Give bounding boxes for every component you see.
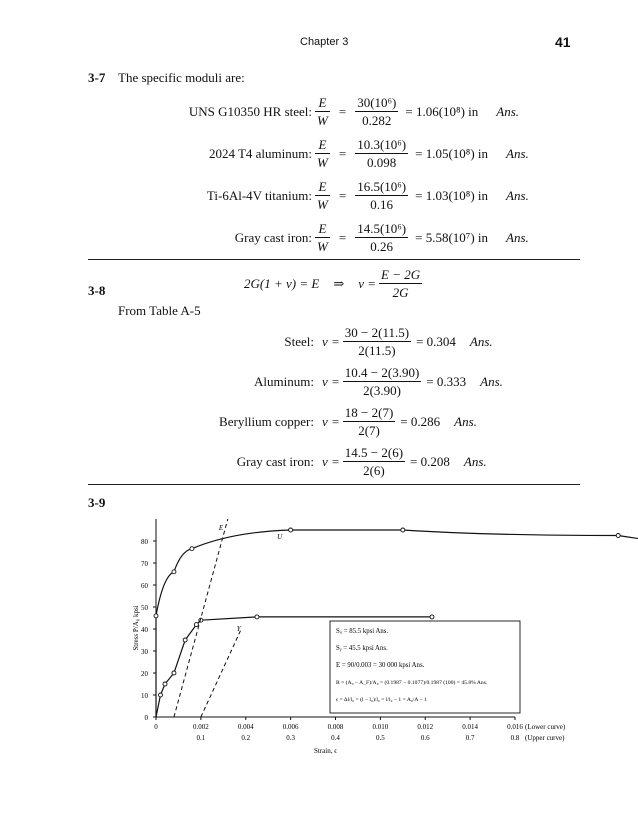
lower-curve-point: [430, 615, 434, 619]
poisson-value-fraction: [343, 324, 411, 359]
offset-dashed-line-lower: [201, 629, 241, 717]
upper-curve-point: [616, 534, 620, 538]
modulus-dashed-line-upper: [174, 519, 228, 717]
specific-modulus-row: [0, 136, 560, 171]
ans-label: Ans.: [454, 413, 477, 429]
x-tick-label-lower: 0.002: [193, 723, 209, 731]
running-header: Chapter 3: [300, 36, 349, 48]
material-label: 2024 T4 aluminum:: [208, 145, 312, 161]
poisson-result: = 0.304: [416, 333, 456, 349]
poisson-lhs: 2G(1 + ν) = E: [244, 275, 320, 291]
y-tick-label: 40: [141, 626, 148, 634]
upper-curve-point: [172, 570, 176, 574]
y-axis-label: Stress P/A₀ kpsi: [132, 605, 140, 651]
x-tick-label-lower: 0.016: [507, 723, 523, 731]
problem-3-7-number: 3-7: [88, 70, 106, 85]
modulus-fraction-num: 14.5(10⁶): [357, 221, 407, 236]
y-tick-label: 60: [141, 582, 148, 590]
point-label-u: U: [277, 532, 283, 541]
material-label: Gray cast iron:: [236, 453, 314, 469]
modulus-result: = 1.05(10⁸) in: [415, 145, 489, 161]
lower-curve-point: [172, 671, 176, 675]
upper-curve-point: [154, 614, 158, 618]
x-tick-label-upper: 0.4: [331, 734, 340, 742]
poisson-row: [0, 404, 560, 439]
poisson-value-fraction-den: 2(7): [358, 423, 380, 438]
upper-curve-point: [289, 528, 293, 532]
x-tick-label-lower: 0: [154, 723, 158, 731]
modulus-fraction: [355, 220, 408, 255]
upper-curve-tag: (Upper curve): [525, 734, 565, 742]
poisson-value-fraction-den: 2(3.90): [363, 383, 401, 398]
poisson-value-fraction-den: 2(6): [363, 463, 385, 478]
x-tick-label-lower: 0.006: [282, 723, 299, 731]
results-line: R = (A₀ − A_F)/A₀ = (0.1987 − 0.1077)/0.1987 (100) = 45.8% Ans.: [336, 680, 488, 686]
modulus-result: = 5.58(10⁷) in: [415, 229, 489, 245]
x-tick-label-upper: 0.8: [510, 734, 520, 742]
e-over-w-den: W: [317, 197, 328, 212]
upper-curve-point: [401, 528, 405, 532]
equals-sign: =: [338, 229, 347, 245]
x-tick-label-upper: 0.6: [420, 734, 430, 742]
poisson-fraction: [379, 266, 422, 301]
modulus-fraction: [355, 178, 408, 213]
nu-symbol: ν =: [322, 453, 340, 469]
nu-symbol: ν =: [322, 373, 340, 389]
nu-symbol: ν =: [322, 413, 340, 429]
material-label: UNS G10350 HR steel:: [188, 103, 312, 119]
poisson-value-fraction: [343, 404, 396, 439]
material-label: Aluminum:: [254, 373, 314, 389]
modulus-fraction-num: 30(10⁶): [357, 95, 397, 110]
lower-curve-tag: (Lower curve): [525, 723, 566, 731]
equals-sign: =: [338, 187, 347, 203]
e-over-w-den: W: [317, 113, 328, 128]
x-tick-label-upper: 0.3: [286, 734, 295, 742]
x-tick-label-upper: 0.7: [465, 734, 475, 742]
specific-modulus-row: [0, 178, 560, 213]
modulus-fraction-num: 10.3(10⁶): [357, 137, 407, 152]
stress-strain-chart: [120, 505, 600, 755]
poisson-row: [0, 364, 560, 399]
divider-2: [88, 484, 580, 485]
poisson-value-fraction: [343, 364, 422, 399]
x-tick-label-upper: 0.5: [376, 734, 385, 742]
poisson-den: 2G: [392, 285, 409, 300]
table-reference: From Table A-5: [118, 303, 201, 318]
implies-arrow: ⇒: [333, 275, 345, 291]
e-over-w-num: E: [318, 221, 327, 236]
e-over-w-den: W: [317, 239, 328, 254]
lower-curve-point: [163, 682, 167, 686]
specific-modulus-row: [0, 94, 560, 129]
e-over-w: [315, 178, 330, 213]
upper-curve-point: [190, 547, 194, 551]
ans-label: Ans.: [480, 373, 503, 389]
e-over-w-num: E: [318, 95, 327, 110]
x-tick-label-lower: 0.010: [372, 723, 389, 731]
poisson-value-fraction-num: 10.4 − 2(3.90): [344, 365, 420, 380]
lower-curve-point: [194, 623, 198, 627]
point-label-e: E: [218, 524, 224, 532]
nu-symbol: ν =: [322, 333, 340, 349]
y-tick-label: 0: [144, 714, 148, 722]
modulus-fraction-den: 0.098: [367, 155, 397, 170]
y-tick-label: 80: [141, 538, 148, 546]
poisson-row: [0, 444, 560, 479]
poisson-value-fraction-num: 30 − 2(11.5): [344, 325, 410, 340]
x-tick-label-lower: 0.014: [462, 723, 478, 731]
results-line: Sᵤ = 85.5 kpsi Ans.: [336, 628, 389, 635]
poisson-value-fraction-den: 2(11.5): [358, 343, 396, 358]
material-label: Steel:: [284, 333, 314, 349]
y-tick-label: 10: [141, 692, 148, 700]
divider-1: [88, 259, 580, 260]
y-tick-label: 30: [141, 648, 148, 656]
modulus-fraction-den: 0.282: [362, 113, 392, 128]
ans-label: Ans.: [506, 229, 529, 245]
x-tick-label-lower: 0.008: [327, 723, 344, 731]
modulus-result: = 1.03(10⁸) in: [415, 187, 489, 203]
modulus-fraction: [355, 136, 408, 171]
ans-label: Ans.: [463, 453, 487, 469]
modulus-fraction-den: 0.26: [370, 239, 394, 254]
modulus-fraction-num: 16.5(10⁶): [357, 179, 407, 194]
y-tick-label: 20: [141, 670, 148, 678]
point-label-y: Y: [236, 625, 241, 634]
problem-3-9-number: 3-9: [88, 495, 106, 510]
poisson-relation: [244, 266, 425, 301]
x-tick-label-lower: 0.012: [417, 723, 434, 731]
ans-label: Ans.: [506, 187, 529, 203]
lower-curve-origin-segment: [156, 695, 160, 717]
material-label: Beryllium copper:: [219, 413, 314, 429]
problem-3-8-number: 3-8: [88, 283, 106, 298]
poisson-result: = 0.286: [400, 413, 441, 429]
problem-3-7-intro: The specific moduli are:: [118, 70, 245, 85]
ans-label: Ans.: [496, 103, 520, 119]
ans-label: Ans.: [506, 145, 529, 161]
modulus-fraction-den: 0.16: [370, 197, 394, 212]
specific-modulus-row: [0, 220, 560, 255]
material-label: Ti-6Al-4V titanium:: [206, 187, 312, 203]
modulus-fraction: [355, 94, 398, 129]
e-over-w: [315, 94, 330, 129]
material-label: Gray cast iron:: [234, 229, 312, 245]
equals-sign: =: [338, 103, 347, 119]
equals-sign: =: [338, 145, 347, 161]
lower-curve-point: [183, 638, 187, 642]
x-tick-label-upper: 0.1: [196, 734, 206, 742]
y-tick-label: 50: [141, 604, 148, 612]
results-line: E = 90/0.003 = 30 000 kpsi Ans.: [336, 662, 425, 669]
y-tick-label: 70: [141, 560, 148, 568]
modulus-result: = 1.06(10⁸) in: [405, 103, 479, 119]
lower-curve-point: [255, 615, 259, 619]
e-over-w-num: E: [318, 179, 327, 194]
e-over-w-num: E: [318, 137, 327, 152]
x-axis-label: Strain, ϵ: [313, 747, 338, 755]
poisson-result: = 0.208: [410, 453, 450, 469]
poisson-value-fraction-num: 14.5 − 2(6): [344, 445, 404, 460]
page-number: 41: [555, 34, 571, 50]
results-line: Sᵧ = 45.5 kpsi Ans.: [336, 645, 388, 652]
results-line: ϵ = Δl/l₀ = (l − l₀)/l₀ = l/l₀ − 1 = A₀/A − 1: [336, 697, 427, 703]
poisson-num: E − 2G: [381, 267, 421, 282]
e-over-w: [315, 220, 330, 255]
nu-symbol: ν =: [358, 275, 377, 291]
e-over-w: [315, 136, 330, 171]
poisson-result: = 0.333: [426, 373, 467, 389]
e-over-w-den: W: [317, 155, 328, 170]
x-tick-label-lower: 0.004: [237, 723, 254, 731]
poisson-row: [0, 324, 560, 359]
poisson-value-fraction-num: 18 − 2(7): [344, 405, 394, 420]
lower-curve-point: [158, 693, 162, 697]
poisson-value-fraction: [343, 444, 405, 479]
ans-label: Ans.: [469, 333, 493, 349]
x-tick-label-upper: 0.2: [241, 734, 251, 742]
